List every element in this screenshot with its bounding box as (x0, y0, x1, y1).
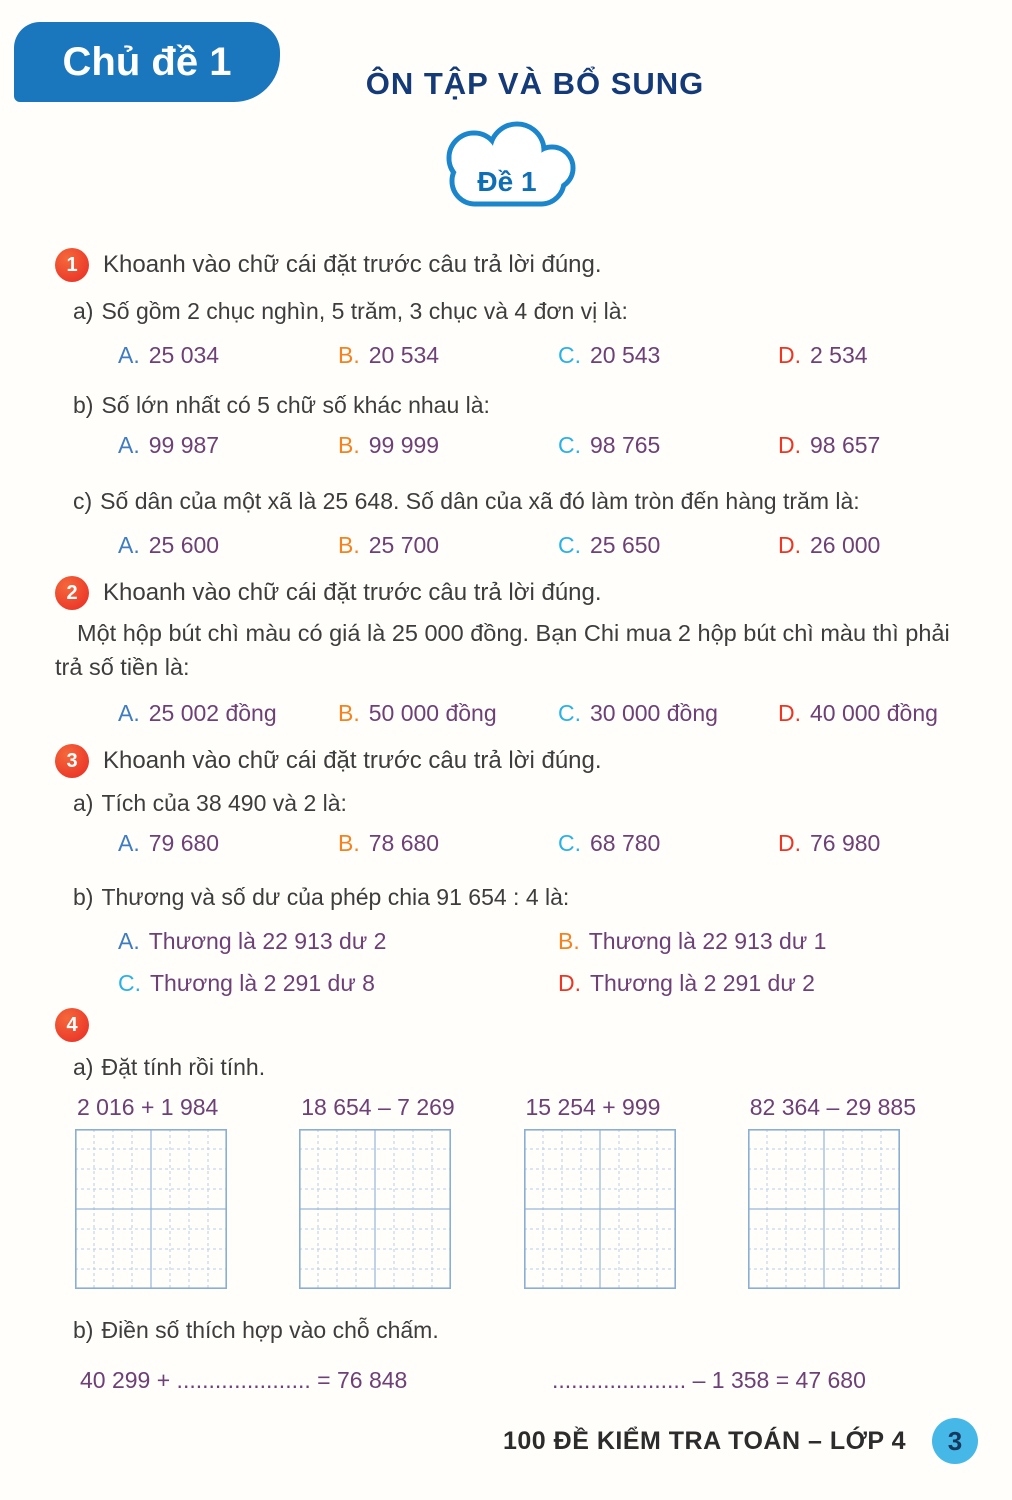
option-value: 20 534 (368, 342, 440, 368)
option-letter: C. (558, 830, 581, 856)
option-letter: C. (558, 532, 581, 558)
part-text: Số lớn nhất có 5 chữ số khác nhau là: (101, 392, 490, 418)
grid-paper (748, 1129, 900, 1289)
question-4-header (55, 1008, 972, 1042)
option-d (778, 430, 998, 460)
option-value: 99 987 (148, 432, 220, 458)
option-value: 98 657 (810, 432, 881, 458)
option-letter: A. (118, 342, 140, 368)
option-value: Thương là 2 291 dư 8 (150, 970, 375, 996)
option-value: 25 002 đồng (148, 700, 277, 726)
option-c (558, 430, 778, 460)
page-title: ÔN TẬP VÀ BỔ SUNG (365, 66, 705, 101)
option-b (338, 530, 558, 560)
work-cell (524, 1094, 748, 1289)
option-value: Thương là 22 913 dư 1 (588, 928, 827, 954)
part-text: Đặt tính rồi tính. (101, 1054, 266, 1080)
option-a (118, 698, 338, 728)
question-4b-equations (55, 1365, 972, 1395)
option-letter: A. (118, 830, 140, 856)
expression: 82 364 – 29 885 (749, 1094, 917, 1120)
question-2-number-badge: 2 (55, 576, 89, 610)
question-1-number-badge: 1 (55, 248, 89, 282)
option-d (778, 698, 998, 728)
page-footer (503, 1418, 978, 1464)
option-c (558, 828, 778, 858)
chapter-badge: Chủ đề 1 (14, 22, 280, 102)
option-letter: B. (338, 532, 360, 558)
part-text: Số dân của một xã là 25 648. Số dân của xã đó làm tròn đến hàng trăm là: (100, 488, 860, 514)
option-value: 99 999 (368, 432, 440, 458)
work-cell (75, 1094, 299, 1289)
question-4a-work-area (75, 1094, 972, 1289)
part-label: a) (73, 298, 94, 324)
question-2-options (55, 698, 998, 728)
grid-paper (299, 1129, 451, 1289)
option-b (338, 698, 558, 728)
footer-title: 100 ĐỀ KIỂM TRA TOÁN – LỚP 4 (502, 1426, 906, 1455)
option-c (558, 530, 778, 560)
option-b (558, 926, 998, 956)
option-b (338, 340, 558, 370)
option-value: 25 700 (368, 532, 440, 558)
option-value: 25 600 (148, 532, 220, 558)
part-label: b) (73, 392, 94, 418)
option-a (118, 430, 338, 460)
option-b (338, 430, 558, 460)
option-value: 50 000 đồng (368, 700, 497, 726)
option-a (118, 828, 338, 858)
option-c (558, 340, 778, 370)
option-letter: D. (778, 830, 801, 856)
expression: 18 654 – 7 269 (301, 1094, 455, 1120)
option-value: 30 000 đồng (590, 700, 718, 726)
part-text: Tích của 38 490 và 2 là: (101, 790, 347, 816)
option-value: 2 534 (810, 342, 868, 368)
expression: 2 016 + 1 984 (77, 1094, 219, 1120)
option-d (778, 340, 998, 370)
question-3a-options (55, 828, 998, 858)
option-letter: D. (778, 342, 801, 368)
option-letter: D. (778, 432, 801, 458)
work-cell (299, 1094, 523, 1289)
option-letter: C. (558, 432, 581, 458)
question-1c-text (55, 486, 972, 516)
option-value: Thương là 22 913 dư 2 (148, 928, 387, 954)
option-value: 20 543 (590, 342, 661, 368)
option-d (558, 968, 998, 998)
option-letter: C. (558, 342, 581, 368)
option-letter: D. (778, 532, 801, 558)
option-b (338, 828, 558, 858)
option-letter: B. (558, 928, 580, 954)
part-label: a) (73, 790, 94, 816)
part-label: a) (73, 1054, 94, 1080)
question-1b-options (55, 430, 998, 460)
option-c (118, 968, 558, 998)
expression: 15 254 + 999 (525, 1094, 661, 1120)
option-d (778, 530, 998, 560)
exam-cloud (422, 118, 592, 218)
question-3-header (55, 744, 972, 778)
option-letter: A. (118, 700, 140, 726)
grid-paper (524, 1129, 676, 1289)
exam-label: Đề 1 (477, 166, 537, 197)
question-3b-options-row2 (55, 968, 998, 998)
option-letter: A. (118, 928, 140, 954)
option-c (558, 698, 778, 728)
option-value: 25 650 (590, 532, 661, 558)
option-value: 25 034 (148, 342, 220, 368)
option-letter: C. (118, 970, 141, 996)
option-letter: D. (778, 700, 801, 726)
option-value: 79 680 (148, 830, 220, 856)
work-cell (748, 1094, 972, 1289)
option-letter: D. (558, 970, 581, 996)
question-3-prompt: Khoanh vào chữ cái đặt trước câu trả lời đúng. (103, 747, 602, 774)
question-1-prompt: Khoanh vào chữ cái đặt trước câu trả lời đúng. (103, 251, 602, 278)
part-label: c) (73, 488, 93, 514)
page-number: 3 (932, 1418, 978, 1464)
fill-in-equation: 40 299 + ..................... = 76 848 (80, 1367, 408, 1393)
option-a (118, 926, 558, 956)
option-value: Thương là 2 291 dư 2 (590, 970, 815, 996)
option-letter: A. (118, 532, 140, 558)
option-value: 26 000 (810, 532, 881, 558)
question-3b-text (55, 882, 972, 912)
question-1-header (55, 248, 972, 282)
option-value: 40 000 đồng (810, 700, 938, 726)
question-2-header (55, 576, 972, 610)
option-letter: B. (338, 342, 360, 368)
option-a (118, 530, 338, 560)
question-1b-text (55, 390, 972, 420)
option-letter: B. (338, 700, 360, 726)
question-1a-options (55, 340, 998, 370)
question-4-number-badge: 4 (55, 1008, 89, 1042)
option-letter: C. (558, 700, 581, 726)
question-2-body: Một hộp bút chì màu có giá là 25 000 đồng. Bạn Chi mua 2 hộp bút chì màu thì phải trả số tiền là: (55, 620, 950, 680)
option-letter: A. (118, 432, 140, 458)
option-value: 78 680 (368, 830, 440, 856)
option-value: 68 780 (590, 830, 661, 856)
grid-paper (75, 1129, 227, 1289)
part-text: Thương và số dư của phép chia 91 654 : 4 là: (101, 884, 570, 910)
question-4a-text (55, 1052, 972, 1082)
fill-in-equation: ..................... – 1 358 = 47 680 (552, 1367, 866, 1393)
option-a (118, 340, 338, 370)
option-value: 98 765 (590, 432, 661, 458)
option-d (778, 828, 998, 858)
option-letter: B. (338, 432, 360, 458)
part-label: b) (73, 1317, 94, 1343)
question-1c-options (55, 530, 998, 560)
question-2-prompt: Khoanh vào chữ cái đặt trước câu trả lời đúng. (103, 579, 602, 606)
part-label: b) (73, 884, 94, 910)
part-text: Điền số thích hợp vào chỗ chấm. (101, 1317, 439, 1343)
option-letter: B. (338, 830, 360, 856)
part-text: Số gồm 2 chục nghìn, 5 trăm, 3 chục và 4 đơn vị là: (101, 298, 628, 324)
question-1a-text (55, 296, 972, 326)
question-3b-options-row1 (55, 926, 998, 956)
question-3-number-badge: 3 (55, 744, 89, 778)
question-4b-text (55, 1315, 972, 1345)
option-value: 76 980 (810, 830, 881, 856)
question-3a-text (55, 788, 972, 818)
